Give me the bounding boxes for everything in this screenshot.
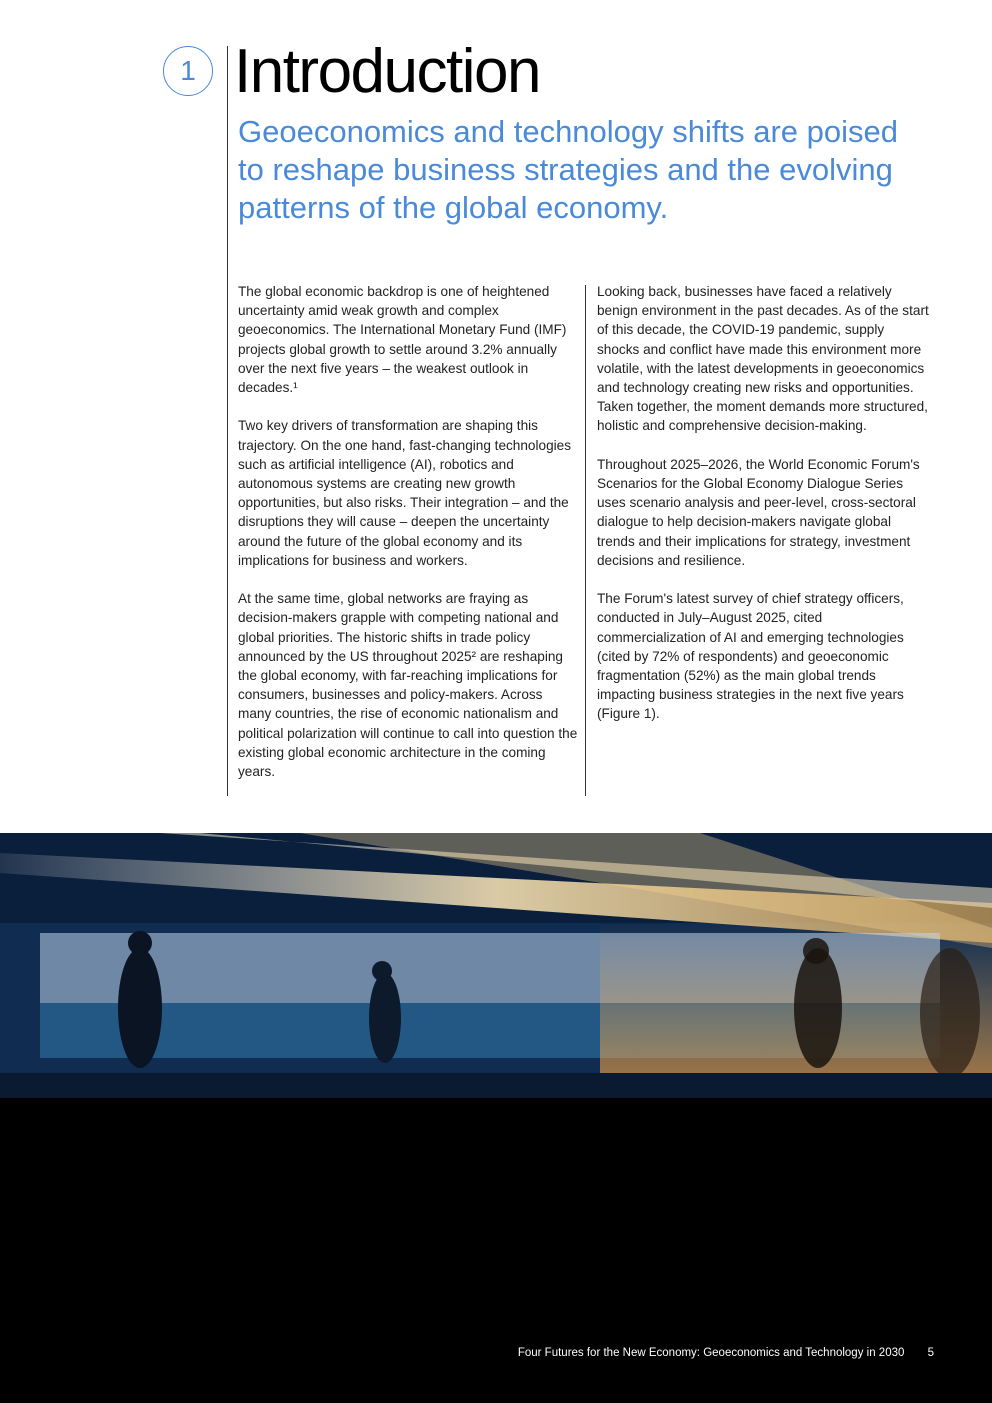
column-divider-line (585, 285, 586, 796)
page-subtitle: Geoeconomics and technology shifts are poised to reshape business strategies and the evolving patterns of the global economy. (238, 114, 899, 225)
paragraph: At the same time, global networks are fraying as decision-makers grapple with competing national and global priorities. The historic shifts in trade policy announced by the US throughout 2025² are reshaping the global economy, with far-reaching implications for consumers, businesses and policy-makers. Across many countries, the rise of economic nationalism and political polarization will continue to call into question the existing global economic architecture in the coming years. (238, 591, 578, 780)
photo-illustration (0, 833, 992, 1098)
paragraph: Looking back, businesses have faced a relatively benign environment in the past decades. As of the start of this decade, the COVID-19 pandemic, supply shocks and conflict have made this environment more volatile, with the latest developments in geoeconomics and technology creating new risks and opportunities. Taken together, the moment demands more structured, holistic and comprehensive decision-making. (597, 284, 929, 434)
city-motion-photo (0, 833, 992, 1098)
paragraph: The global economic backdrop is one of heightened uncertainty amid weak growth and complex geoeconomics. The International Monetary Fund (IMF) projects global growth to settle around 3.2% annually over the next five years – the weakest outlook in decades.¹ (238, 284, 567, 396)
footer-report-title: Four Futures for the New Economy: (517, 1347, 700, 1359)
paragraph: The Forum's latest survey of chief strategy officers, conducted in July–August 2025, cited commercialization of AI and emerging technologies (cited by 72% of respondents) and geoeconomic fragmentation (52%) as the main global trends impacting business strategies in the next five years (Figure 1). (597, 591, 904, 722)
paragraph: Two key drivers of transformation are shaping this trajectory. On the one hand, fast-changing technologies such as artificial intelligence (AI), robotics and autonomous systems are creating new growth opportunities, but also risks. Their integration – and the disruptions they will cause – deepen the uncertainty around the future of the global economy and its implications for business and workers. (238, 418, 572, 568)
title-divider-line (227, 46, 228, 796)
footer-report-subtitle: Geoeconomics and Technology in 2030 (703, 1347, 905, 1359)
page-number: 5 (927, 1347, 934, 1359)
left-text-column (238, 282, 578, 800)
paragraph: Throughout 2025–2026, the World Economic Forum's Scenarios for the Global Economy Dialogue Series uses scenario analysis and peer-level, cross-sectoral dialogue to help decision-makers navigate global trends and their implications for strategy, investment decisions and resilience. (597, 456, 920, 568)
page-footer (518, 1347, 934, 1359)
chapter-number-badge: 1 (163, 46, 213, 96)
right-text-column (597, 282, 929, 743)
page-title: Introduction (234, 37, 540, 106)
